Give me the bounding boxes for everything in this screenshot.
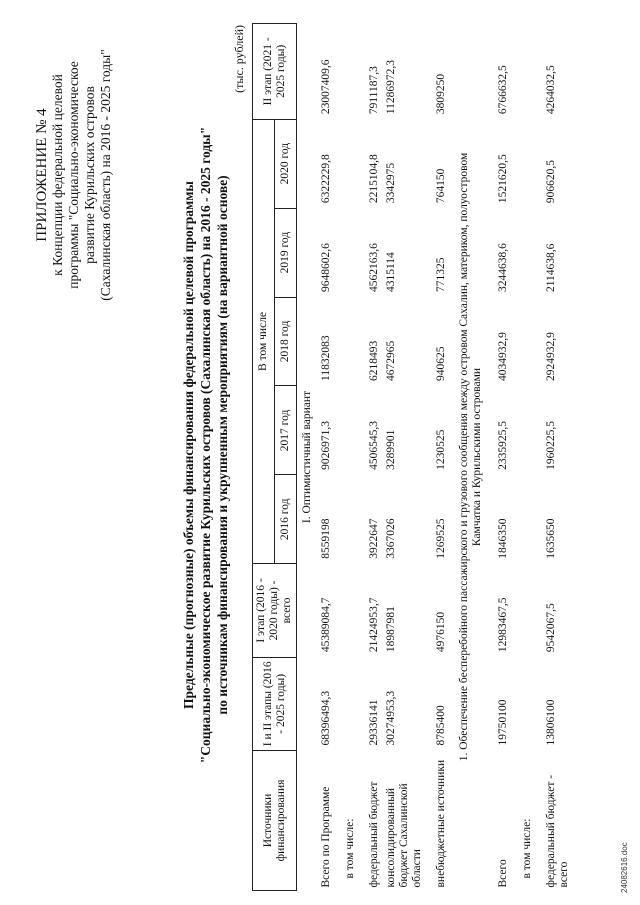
cell-value: 29336141 xyxy=(368,699,380,746)
cell-value: 30274953,3 xyxy=(385,690,397,746)
cell-value: 11832083 xyxy=(320,335,332,381)
table-row xyxy=(383,24,426,891)
cell-value: 4976150 xyxy=(435,611,447,653)
section-title: I. Оптимистичный вариант xyxy=(301,390,313,524)
cell-value: 2215104,8 xyxy=(368,154,380,204)
row-label: Всего xyxy=(497,859,509,888)
cell-value: 4562163,6 xyxy=(368,243,380,293)
cell-value: 1521620,5 xyxy=(497,154,509,204)
cell-value: 3289901 xyxy=(385,429,397,470)
header-stage1: I этап (2016 - 2020 годы) - всего xyxy=(253,564,297,657)
appendix-number: ПРИЛОЖЕНИЕ № 4 xyxy=(34,108,50,242)
row-label: федеральный бюджет - всего xyxy=(545,774,570,888)
cell-value: 1230525 xyxy=(435,429,447,470)
cell-value: 19750100 xyxy=(497,699,509,746)
cell-value: 4315114 xyxy=(385,252,397,293)
header-year: 2018 год xyxy=(275,297,297,386)
cell-value: 2924932,9 xyxy=(545,332,557,381)
cell-value: 6766632,5 xyxy=(497,65,509,115)
cell-value: 2114638,6 xyxy=(545,243,557,293)
cell-value: 23007409,6 xyxy=(320,59,332,115)
cell-value: 11286972,3 xyxy=(385,59,397,115)
row-label: Всего по Программе xyxy=(320,786,332,888)
table-row xyxy=(359,24,383,891)
table-row xyxy=(512,24,536,891)
cell-value: 4264032,5 xyxy=(545,65,557,115)
cell-value: 21424953,7 xyxy=(368,597,380,653)
cell-value: 3809250 xyxy=(435,73,447,115)
table-row xyxy=(536,24,573,891)
header-year: 2020 год xyxy=(275,119,297,208)
cell-value: 2335925,5 xyxy=(497,420,509,470)
row-label: в том числе: xyxy=(344,818,356,879)
units-label: (тыс. рублей) xyxy=(232,25,246,93)
table-row xyxy=(426,24,450,891)
cell-value: 13806100 xyxy=(545,699,557,746)
cell-value: 1635650 xyxy=(545,518,557,559)
financing-table xyxy=(252,23,573,891)
cell-value: 1846350 xyxy=(497,518,509,559)
document-title xyxy=(180,125,231,765)
table-row xyxy=(318,24,335,891)
cell-value: 3922647 xyxy=(368,518,380,559)
title-line: Предельные (прогнозные) объемы финансирования федеральной целевой программы xyxy=(181,181,196,709)
document-id: 24082616.doc xyxy=(620,842,629,893)
cell-value: 8785400 xyxy=(435,705,447,746)
cell-value: 7911187,3 xyxy=(368,66,380,115)
appendix-line: (Сахалинская область) на 2016 - 2025 годы" xyxy=(98,49,113,301)
table-row xyxy=(488,24,512,891)
cell-value: 1960225,5 xyxy=(545,420,557,470)
cell-value: 18987981 xyxy=(385,606,397,653)
header-source: Источники финансирования xyxy=(253,750,297,890)
cell-value: 940625 xyxy=(435,346,447,381)
appendix-line: программы "Социально-экономическое xyxy=(66,61,81,289)
header-year: 2017 год xyxy=(275,386,297,475)
cell-value: 9648602,6 xyxy=(320,243,332,293)
cell-value: 9026971,3 xyxy=(320,420,332,470)
cell-value: 6218493 xyxy=(368,340,380,381)
subsection-title: 1. Обеспечение бесперебойного пассажирского и грузового сообщения между островом Сахалин, материком, полуостровом Камчатка и Курильскими островами xyxy=(458,152,483,762)
row-label: в том числе: xyxy=(521,818,533,879)
row-label: внебюджетные источники xyxy=(435,759,447,888)
table-row xyxy=(335,24,359,891)
header-total: I и II этапы (2016 - 2025 годы) xyxy=(253,657,297,750)
header-year: 2016 год xyxy=(275,475,297,564)
cell-value: 3342975 xyxy=(385,162,397,204)
cell-value: 12983467,5 xyxy=(497,597,509,653)
title-line: по источникам финансирования и укрупненным мероприятиям (на вариантной основе) xyxy=(215,175,230,715)
row-label: федеральный бюджет xyxy=(368,781,380,888)
cell-value: 4034932,9 xyxy=(497,332,509,381)
cell-value: 9542067,5 xyxy=(545,603,557,653)
cell-value: 3244638,6 xyxy=(497,243,509,293)
header-including: В том числе xyxy=(253,119,275,564)
cell-value: 4672965 xyxy=(385,340,397,381)
cell-value: 68396494,3 xyxy=(320,690,332,746)
cell-value: 906620,5 xyxy=(545,160,557,204)
cell-value: 3367026 xyxy=(385,518,397,559)
header-year: 2019 год xyxy=(275,208,297,297)
row-label: консолидированный бюджет Сахалинской области xyxy=(385,783,423,888)
cell-value: 1269525 xyxy=(435,518,447,559)
cell-value: 45389084,7 xyxy=(320,597,332,653)
appendix-line: к Концепции федеральной целевой xyxy=(50,74,65,276)
cell-value: 771325 xyxy=(435,257,447,293)
cell-value: 4506545,3 xyxy=(368,420,380,470)
appendix-header xyxy=(34,25,114,325)
cell-value: 6322229,8 xyxy=(320,154,332,204)
cell-value: 764150 xyxy=(435,168,447,204)
cell-value: 8559198 xyxy=(320,518,332,559)
appendix-line: развитие Курильских островов xyxy=(82,86,97,264)
title-line: "Социально-экономическое развитие Курильских островов (Сахалинская область) на 2016 - 2025 годы" xyxy=(198,126,213,764)
header-stage2: II этап (2021 - 2025 годы) xyxy=(253,24,297,120)
